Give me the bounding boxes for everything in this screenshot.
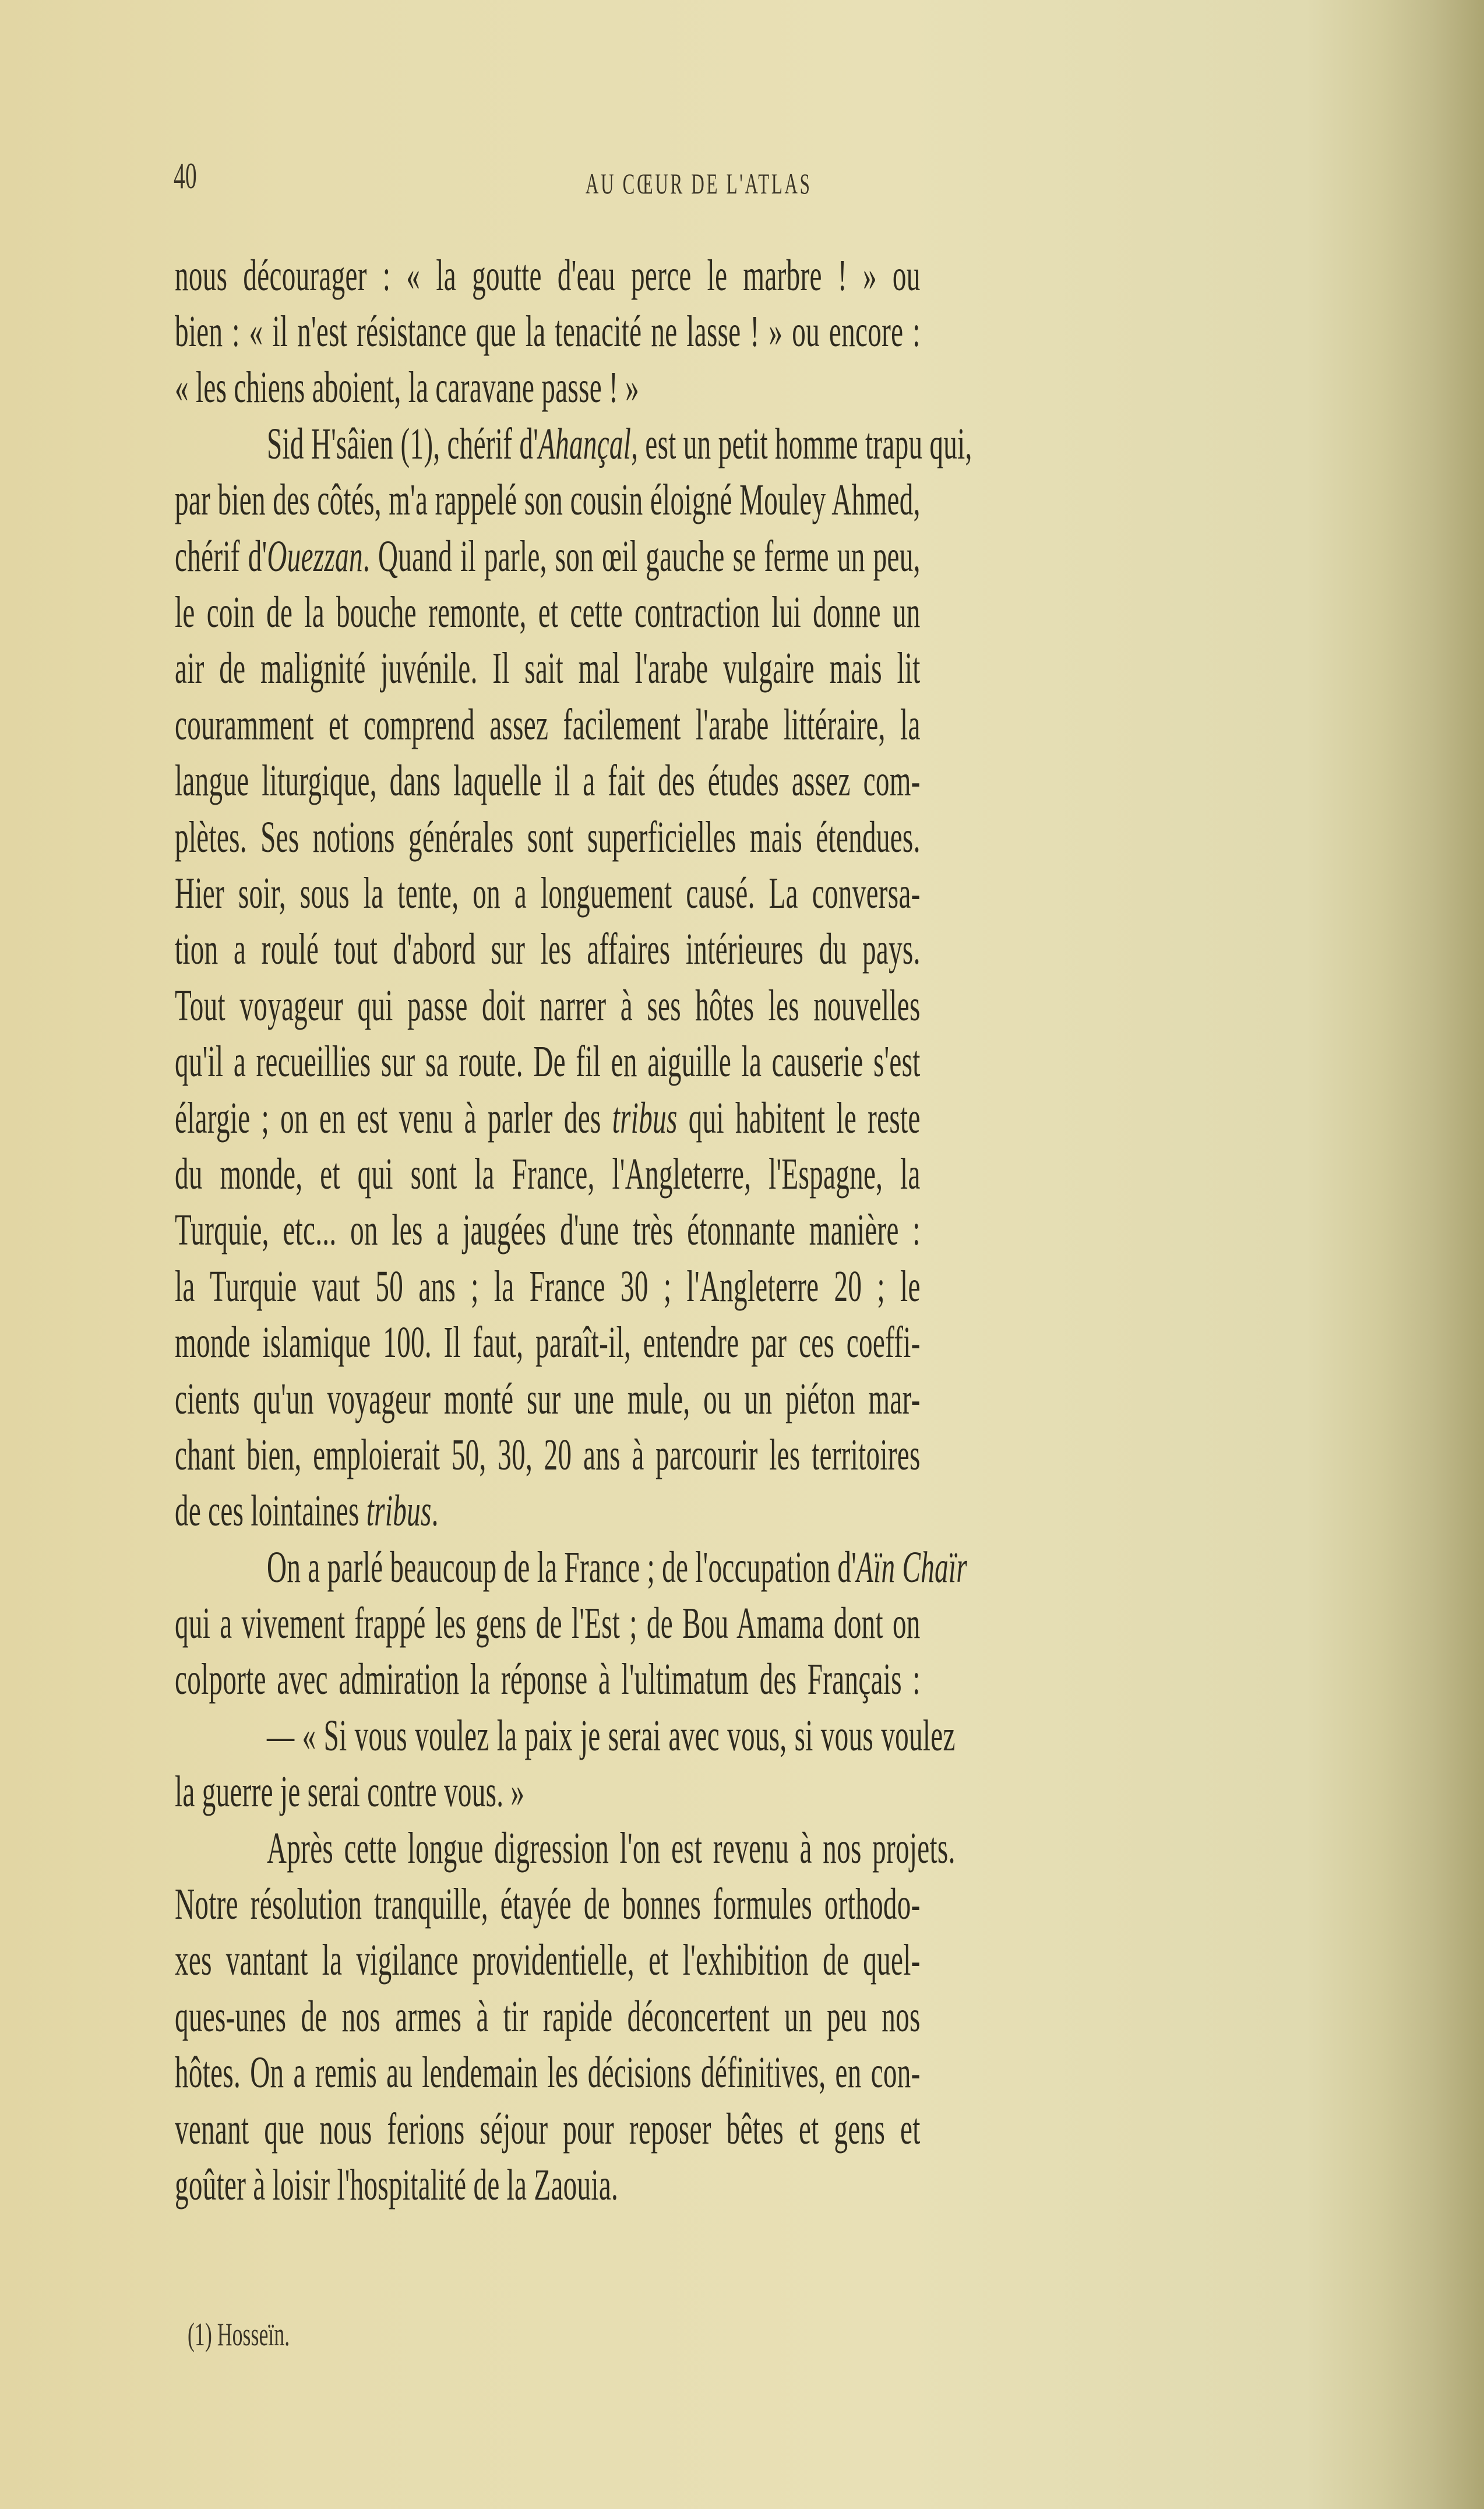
text-line xyxy=(175,1595,1377,1651)
text-line-content: élargie ; on en est venu à parler des tribus qui habitent le reste xyxy=(175,1093,921,1143)
text-line-content: monde islamique 100. Il faut, paraît-il, entendre par ces coeffi- xyxy=(175,1318,921,1368)
text-line xyxy=(175,1259,1377,1315)
text-line xyxy=(175,1989,1377,2045)
text-line-content: « les chiens aboient, la caravane passe ! » xyxy=(175,363,640,413)
text-line xyxy=(175,2045,1377,2101)
text-line-content: la Turquie vaut 50 ans ; la France 30 ; l'Angleterre 20 ; le xyxy=(175,1261,921,1311)
text-line-content: du monde, et qui sont la France, l'Angleterre, l'Espagne, la xyxy=(175,1149,921,1199)
text-line xyxy=(175,1146,1377,1202)
text-line xyxy=(175,248,1377,304)
text-line-content: Notre résolution tranquille, étayée de bonnes formules orthodo- xyxy=(175,1880,921,1929)
text-line xyxy=(175,360,1377,416)
text-line-content: par bien des côtés, m'a rappelé son cousin éloigné Mouley Ahmed, xyxy=(175,475,921,525)
text-line-content: venant que nous ferions séjour pour reposer bêtes et gens et xyxy=(175,2104,921,2154)
page-number: 40 xyxy=(174,155,197,196)
text-line xyxy=(175,1539,1377,1595)
text-line-content: Hier soir, sous la tente, on a longuement causé. La conversa- xyxy=(175,868,921,918)
text-line-content: la guerre je serai contre vous. » xyxy=(175,1767,525,1817)
footnote: (1) Hosseïn. xyxy=(188,2317,290,2353)
italic-term: Ouezzan xyxy=(267,531,363,581)
text-line xyxy=(175,1764,1377,1820)
text-line-content: — « Si vous voulez la paix je serai avec vous, si vous voulez xyxy=(267,1711,956,1760)
text-line xyxy=(175,304,1377,360)
running-head: AU CŒUR DE L'ATLAS xyxy=(586,167,812,200)
text-line xyxy=(175,1933,1377,1989)
text-line-content: de ces lointaines tribus. xyxy=(175,1486,439,1536)
text-line xyxy=(175,1034,1377,1090)
text-line xyxy=(175,473,1377,528)
text-line-content: plètes. Ses notions générales sont superficielles mais étendues. xyxy=(175,812,921,862)
text-line-content: goûter à loisir l'hospitalité de la Zaouia. xyxy=(175,2160,619,2210)
text-line-content: xes vantant la vigilance providentielle, et l'exhibition de quel- xyxy=(175,1936,921,1985)
body-text xyxy=(175,248,1377,2214)
text-line-content: nous décourager : « la goutte d'eau perce le marbre ! » ou xyxy=(175,251,921,300)
italic-term: Aïn Chaïr xyxy=(856,1542,968,1592)
text-line xyxy=(175,1203,1377,1259)
text-line-content: hôtes. On a remis au lendemain les décisions définitives, en con- xyxy=(175,2048,921,2098)
text-line xyxy=(175,1427,1377,1483)
text-line xyxy=(175,922,1377,978)
text-line-content: Après cette longue digression l'on est revenu à nos projets. xyxy=(267,1823,956,1873)
italic-term: tribus xyxy=(612,1093,678,1143)
text-line-content: bien : « il n'est résistance que la tenacité ne lasse ! » ou encore : xyxy=(175,307,921,357)
text-line-content: qu'il a recueillies sur sa route. De fil en aiguille la causerie s'est xyxy=(175,1037,921,1087)
text-line xyxy=(175,1371,1377,1427)
text-line-content: tion a roulé tout d'abord sur les affaires intérieures du pays. xyxy=(175,925,921,974)
text-line xyxy=(175,584,1377,640)
text-line-content: Tout voyageur qui passe doit narrer à ses hôtes les nouvelles xyxy=(175,981,921,1030)
text-line-content: chant bien, emploierait 50, 30, 20 ans à parcourir les territoires xyxy=(175,1430,921,1479)
text-line-content: On a parlé beaucoup de la France ; de l'occupation d'Aïn Chaïr xyxy=(267,1542,968,1592)
text-line xyxy=(175,1090,1377,1146)
text-line xyxy=(175,809,1377,865)
italic-term: Ahançal xyxy=(538,419,632,468)
text-line xyxy=(175,2101,1377,2157)
text-line xyxy=(175,1820,1377,1876)
text-line-content: air de malignité juvénile. Il sait mal l'arabe vulgaire mais lit xyxy=(175,644,921,693)
text-line-content: le coin de la bouche remonte, et cette contraction lui donne un xyxy=(175,588,921,637)
text-line-content: Turquie, etc... on les a jaugées d'une très étonnante manière : xyxy=(175,1206,921,1255)
text-line-content: cients qu'un voyageur monté sur une mule, ou un piéton mar- xyxy=(175,1374,921,1423)
text-line xyxy=(175,1708,1377,1764)
text-line xyxy=(175,2157,1377,2213)
text-line xyxy=(175,865,1377,921)
text-line xyxy=(175,753,1377,809)
text-line xyxy=(175,978,1377,1034)
text-line xyxy=(175,528,1377,584)
text-line xyxy=(175,1876,1377,1932)
text-line-content: langue liturgique, dans laquelle il a fait des études assez com- xyxy=(175,756,921,806)
text-line xyxy=(175,1652,1377,1708)
text-line xyxy=(175,1483,1377,1539)
text-line-content: colporte avec admiration la réponse à l'ultimatum des Français : xyxy=(175,1655,921,1704)
text-line xyxy=(175,697,1377,753)
text-line xyxy=(175,416,1377,472)
text-line-content: chérif d'Ouezzan. Quand il parle, son œil gauche se ferme un peu, xyxy=(175,531,921,581)
text-line xyxy=(175,1315,1377,1370)
text-line-content: couramment et comprend assez facilement l'arabe littéraire, la xyxy=(175,700,921,749)
text-line-content: ques-unes de nos armes à tir rapide déconcertent un peu nos xyxy=(175,1992,921,2041)
text-line-content: Sid H'sâien (1), chérif d'Ahançal, est un petit homme trapu qui, xyxy=(267,419,972,468)
text-line-content: qui a vivement frappé les gens de l'Est ; de Bou Amama dont on xyxy=(175,1599,921,1648)
text-line xyxy=(175,641,1377,697)
italic-term: tribus xyxy=(366,1486,432,1536)
